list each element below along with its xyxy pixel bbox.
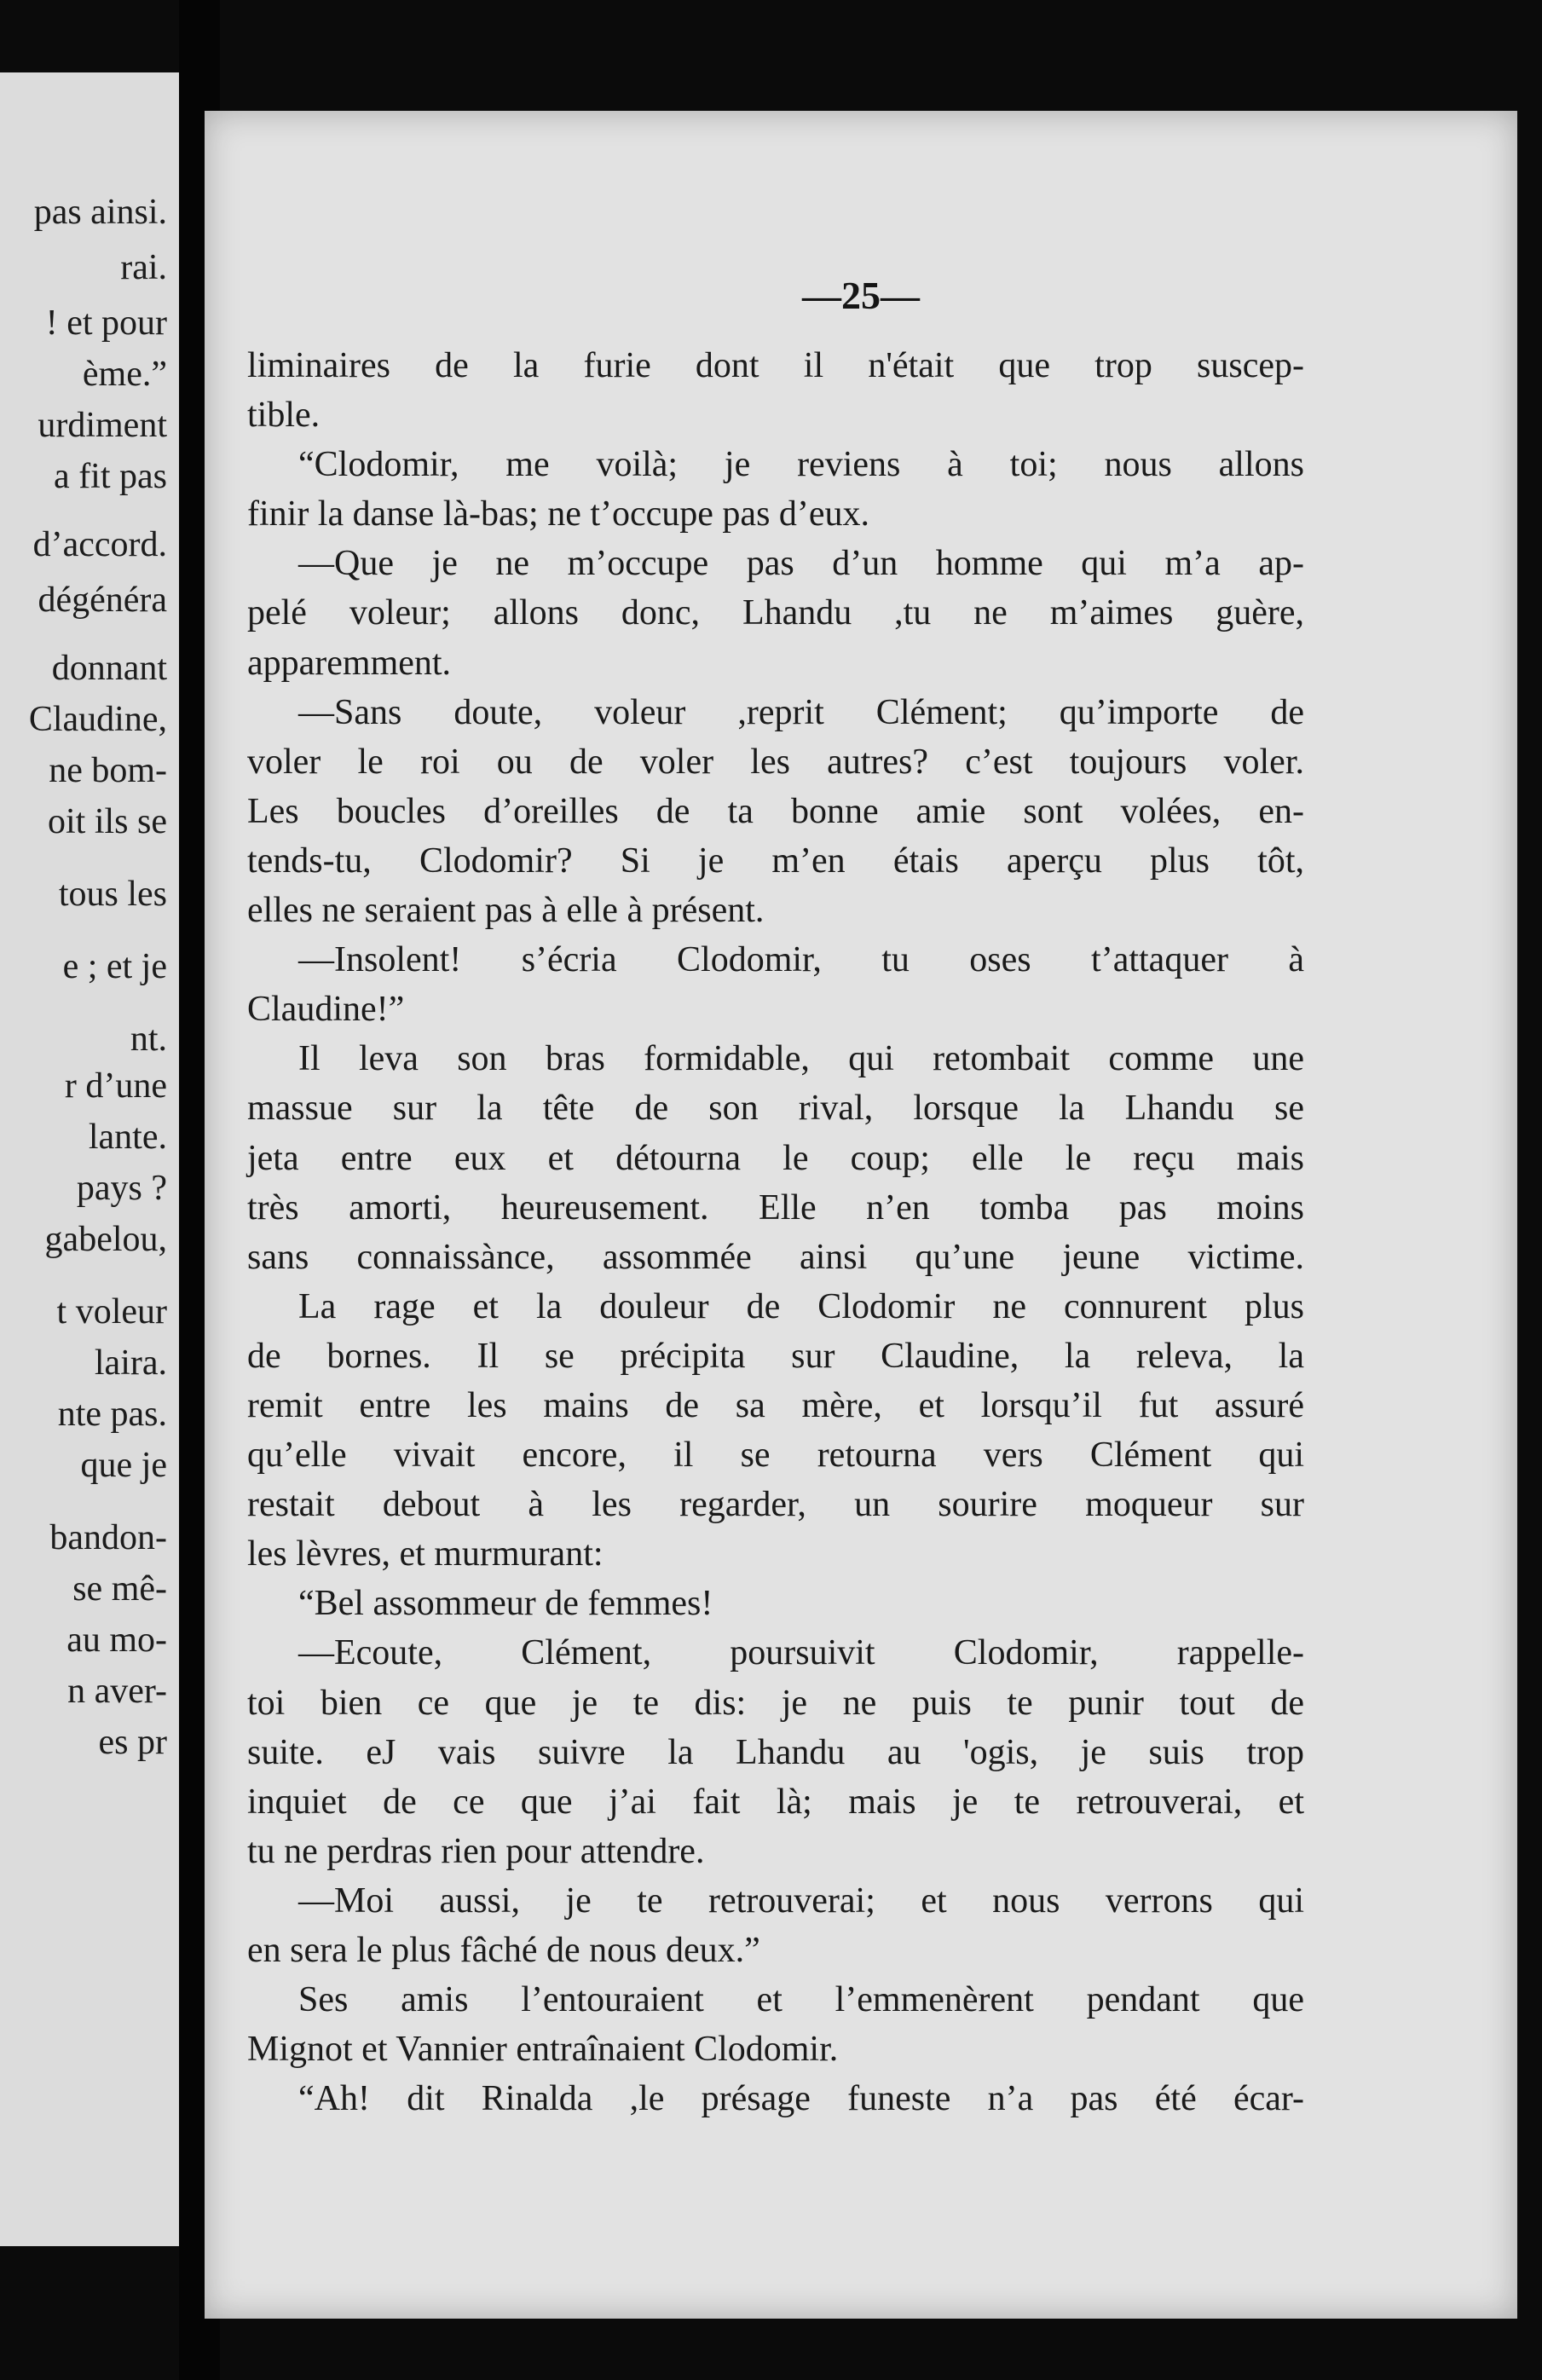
previous-page-line: nt.	[130, 1020, 167, 1059]
previous-page-line: urdiment	[38, 406, 167, 445]
previous-page-line: nte pas.	[57, 1395, 167, 1434]
previous-page-line: laira.	[94, 1343, 167, 1383]
previous-page-line: Claudine,	[28, 700, 167, 739]
text-line: les lèvres, et murmurant:	[247, 1534, 604, 1574]
text-line: remit entre les mains de sa mère, et lorsqu’il fut assuré	[247, 1385, 1304, 1425]
page-text-block	[247, 341, 1304, 2123]
text-line: Les boucles d’oreilles de ta bonne amie sont volées, en-	[247, 791, 1304, 831]
book-page	[205, 111, 1517, 2319]
text-line: —Que je ne m’occupe pas d’un homme qui m’a ap-	[298, 544, 1304, 584]
text-line: de bornes. Il se précipita sur Claudine, la releva, la	[247, 1336, 1304, 1376]
previous-page-line: d’accord.	[32, 525, 167, 564]
text-line: pelé voleur; allons donc, Lhandu ,tu ne m’aimes guère,	[247, 593, 1304, 633]
text-line: tends-tu, Clodomir? Si je m’en étais aperçu plus tôt,	[247, 841, 1304, 881]
text-line: inquiet de ce que j’ai fait là; mais je te retrouverai, et	[247, 1782, 1304, 1822]
previous-page-line: au mo-	[66, 1620, 167, 1660]
text-line: en sera le plus fâché de nous deux.”	[247, 1931, 760, 1970]
text-line: Il leva son bras formidable, qui retombait comme une	[298, 1039, 1304, 1079]
previous-page-line: tous les	[58, 875, 167, 914]
text-line: Claudine!”	[247, 990, 405, 1030]
text-line: sans connaissànce, assommée ainsi qu’une jeune victime.	[247, 1237, 1304, 1277]
previous-page-line: se mê-	[72, 1569, 167, 1609]
text-line: —Insolent! s’écria Clodomir, tu oses t’attaquer à	[298, 940, 1304, 980]
previous-page-line: dégénéra	[38, 581, 167, 620]
previous-page-line: e ; et je	[62, 947, 167, 986]
text-line: massue sur la tête de son rival, lorsque la Lhandu se	[247, 1089, 1304, 1129]
previous-page-line: rai.	[120, 248, 167, 287]
text-line: “Bel assommeur de femmes!	[298, 1584, 713, 1624]
previous-page-line: gabelou,	[44, 1220, 167, 1259]
previous-page-line: lante.	[88, 1118, 167, 1157]
text-line: “Ah! dit Rinalda ,le présage funeste n’a pas été écar-	[298, 2079, 1304, 2119]
text-line: finir la danse là-bas; ne t’occupe pas d’eux.	[247, 494, 870, 534]
text-line: jeta entre eux et détourna le coup; elle le reçu mais	[247, 1138, 1304, 1178]
text-line: elles ne seraient pas à elle à présent.	[247, 891, 765, 931]
text-line: —Ecoute, Clément, poursuivit Clodomir, rappelle-	[298, 1633, 1304, 1673]
previous-page-line: oit ils se	[47, 802, 167, 841]
previous-page-line: n aver-	[67, 1672, 167, 1711]
text-line: —Moi aussi, je te retrouverai; et nous verrons qui	[298, 1880, 1304, 1921]
previous-page-line: ! et pour	[45, 303, 167, 343]
text-line: qu’elle vivait encore, il se retourna vers Clément qui	[247, 1436, 1304, 1476]
previous-page-line: r d’une	[64, 1066, 167, 1106]
previous-page-line: donnant	[51, 649, 167, 688]
previous-page-line: pays ?	[76, 1169, 167, 1208]
text-line: Ses amis l’entouraient et l’emmenèrent pendant que	[298, 1980, 1304, 2020]
text-line: voler le roi ou de voler les autres? c’est toujours voler.	[247, 742, 1304, 782]
previous-page-line: es pr	[98, 1723, 167, 1762]
previous-page-line: a fit pas	[54, 457, 167, 496]
text-line: apparemment.	[247, 643, 452, 683]
text-line: tible.	[247, 396, 321, 436]
previous-page-line: que je	[80, 1446, 167, 1485]
text-line: tu ne perdras rien pour attendre.	[247, 1831, 705, 1871]
previous-page-line: ne bom-	[49, 751, 167, 790]
text-line: Mignot et Vannier entraînaient Clodomir.	[247, 2030, 839, 2070]
previous-page-edge	[0, 72, 179, 2246]
text-line: restait debout à les regarder, un sourire moqueur sur	[247, 1485, 1304, 1525]
text-line: —Sans doute, voleur ,reprit Clément; qu’importe de	[298, 692, 1304, 732]
text-line: suite. eJ vais suivre la Lhandu au 'ogis, je suis trop	[247, 1732, 1304, 1772]
text-line: La rage et la douleur de Clodomir ne connurent plus	[298, 1286, 1304, 1326]
previous-page-line: pas ainsi.	[33, 193, 167, 232]
page-number: —25—	[802, 274, 920, 317]
previous-page-line: bandon-	[49, 1518, 167, 1557]
previous-page-line: t voleur	[56, 1292, 167, 1332]
previous-page-line: ème.”	[82, 355, 167, 394]
text-line: liminaires de la furie dont il n'était que trop suscep-	[247, 346, 1304, 385]
text-line: “Clodomir, me voilà; je reviens à toi; nous allons	[298, 445, 1304, 485]
text-line: toi bien ce que je te dis: je ne puis te punir tout de	[247, 1683, 1304, 1723]
text-line: très amorti, heureusement. Elle n’en tomba pas moins	[247, 1187, 1304, 1228]
